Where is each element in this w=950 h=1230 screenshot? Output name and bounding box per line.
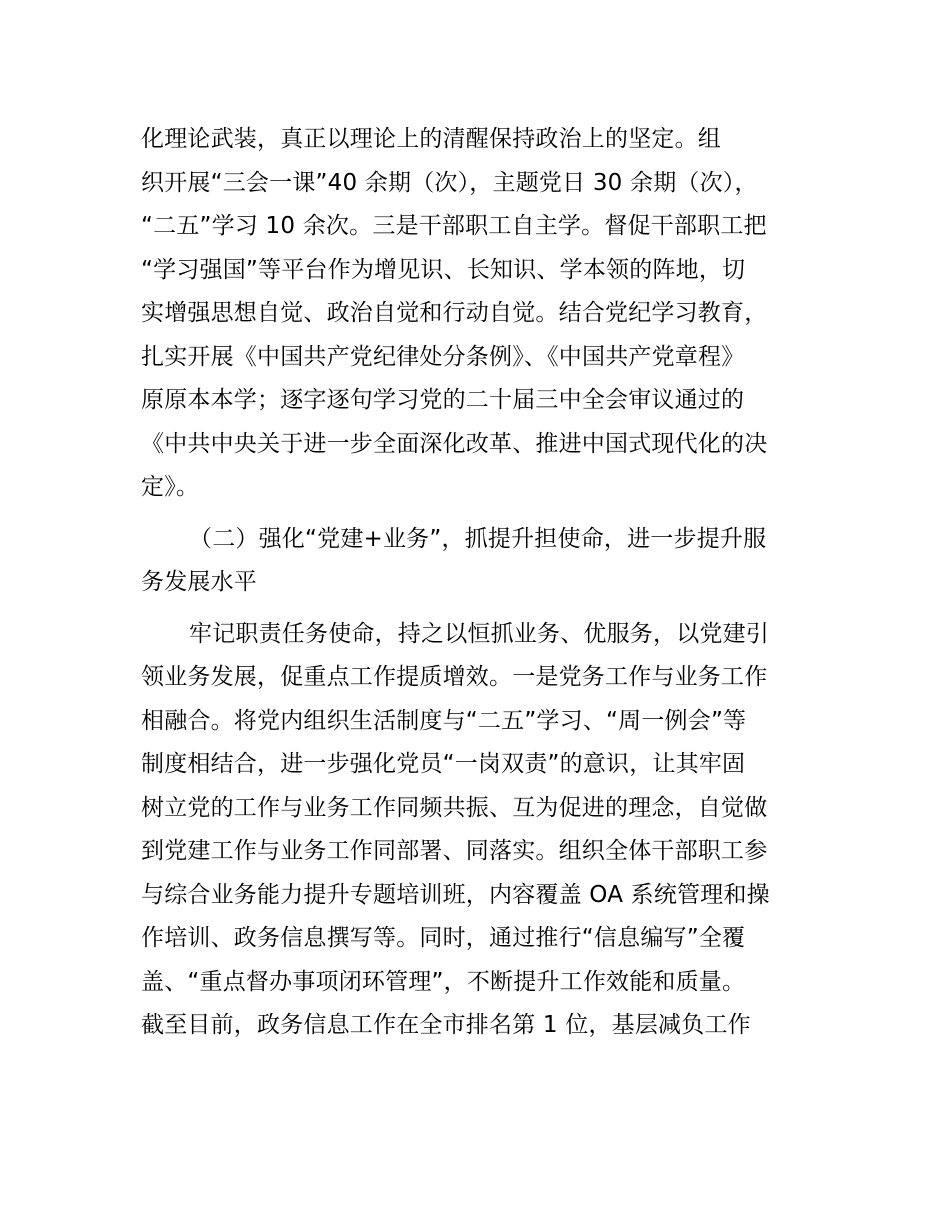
paragraph-line: 盖、“重点督办事项闭环管理”，不断提升工作效能和质量。 xyxy=(141,968,746,995)
paragraph-line: “学习强国”等平台作为增见识、长知识、学本领的阵地，切 xyxy=(141,256,746,283)
paragraph-line: 作培训、政务信息撰写等。同时，通过推行“信息编写”全覆 xyxy=(141,925,746,951)
document-body xyxy=(141,118,821,1048)
paragraph-line: 牢记职责任务使命，持之以恒抓业务、优服务，以党建引 xyxy=(189,620,769,647)
paragraph-line: 定》。 xyxy=(141,474,200,500)
section-heading xyxy=(141,518,821,605)
heading-line: （二）强化“党建+业务”，抓提升担使命，进一步提升服 xyxy=(189,525,767,552)
paragraph-spacer xyxy=(141,510,821,518)
paragraph-line: 相融合。将党内组织生活制度与“二五”学习、“周一例会”等 xyxy=(141,707,747,734)
paragraph-line: 《中共中央关于进一步全面深化改革、推进中国式现代化的决 xyxy=(141,430,768,457)
paragraph-line: 到党建工作与业务工作同部署、同落实。组织全体干部职工参 xyxy=(141,838,768,864)
paragraph-line: 原原本本学；逐字逐句学习党的二十届三中全会审议通过的 xyxy=(141,387,745,413)
paragraph-1 xyxy=(141,118,821,510)
paragraph-line: 实增强思想自觉、政治自觉和行动自觉。结合党纪学习教育， xyxy=(141,300,768,326)
paragraph-line: 织开展“三会一课”40 余期（次），主题党日 30 余期（次）， xyxy=(141,169,758,196)
paragraph-line: 化理论武装，真正以理论上的清醒保持政治上的坚定。组 xyxy=(141,126,721,152)
paragraph-line: 与综合业务能力提升专题培训班，内容覆盖 OA 系统管理和操 xyxy=(141,881,770,908)
heading-line: 务发展水平 xyxy=(141,569,257,595)
paragraph-line: “二五”学习 10 余次。三是干部职工自主学。督促干部职工把 xyxy=(141,213,767,239)
paragraph-line: 截至目前，政务信息工作在全市排名第 1 位，基层减负工作 xyxy=(141,1012,751,1038)
paragraph-spacer xyxy=(141,605,821,613)
paragraph-line: 制度相结合，进一步强化党员“一岗双责”的意识，让其牢固 xyxy=(141,751,746,777)
paragraph-line: 树立党的工作与业务工作同频共振、互为促进的理念，自觉做 xyxy=(141,794,768,821)
paragraph-2 xyxy=(141,613,821,1048)
paragraph-line: 领业务发展，促重点工作提质增效。一是党务工作与业务工作 xyxy=(141,664,768,690)
paragraph-line: 扎实开展《中国共产党纪律处分条例》、《中国共产党章程》 xyxy=(141,343,745,370)
